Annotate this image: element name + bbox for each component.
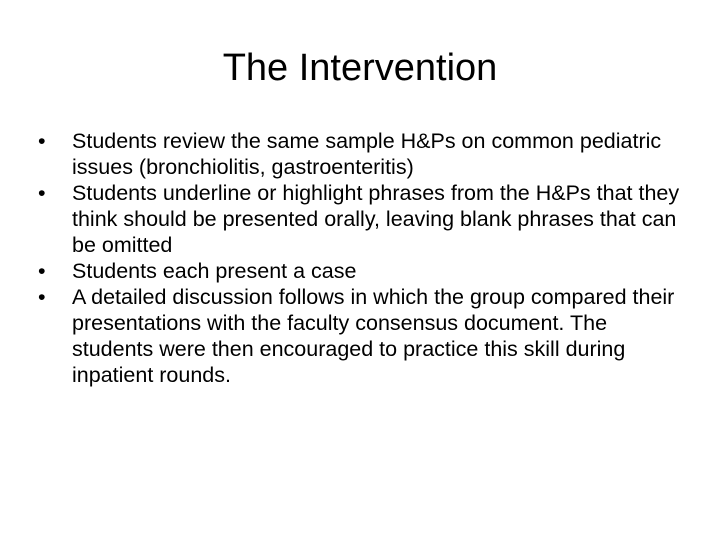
bullet-text: A detailed discussion follows in which the group compared their presentations with the faculty consensus document. The students were then encouraged to practice this skill during inpatient rounds. (72, 285, 675, 387)
bullet-dot-icon: • (38, 259, 46, 283)
bullet-text: Students review the same sample H&Ps on common pediatric issues (bronchiolitis, gastroenteritis) (72, 129, 662, 179)
bullet-text: Students underline or highlight phrases from the H&Ps that they think should be presented orally, leaving blank phrases that can be omitted (72, 181, 680, 257)
bullet-item (38, 258, 688, 284)
bullet-dot-icon: • (38, 285, 46, 309)
bullet-dot-icon: • (38, 181, 46, 205)
bullet-item (38, 284, 688, 388)
bullet-text: Students each present a case (72, 259, 357, 283)
bullet-dot-icon: • (38, 129, 46, 153)
slide-title: The Intervention (222, 47, 498, 89)
bullet-list (38, 128, 688, 388)
bullet-item (38, 128, 688, 180)
bullet-item (38, 180, 688, 258)
